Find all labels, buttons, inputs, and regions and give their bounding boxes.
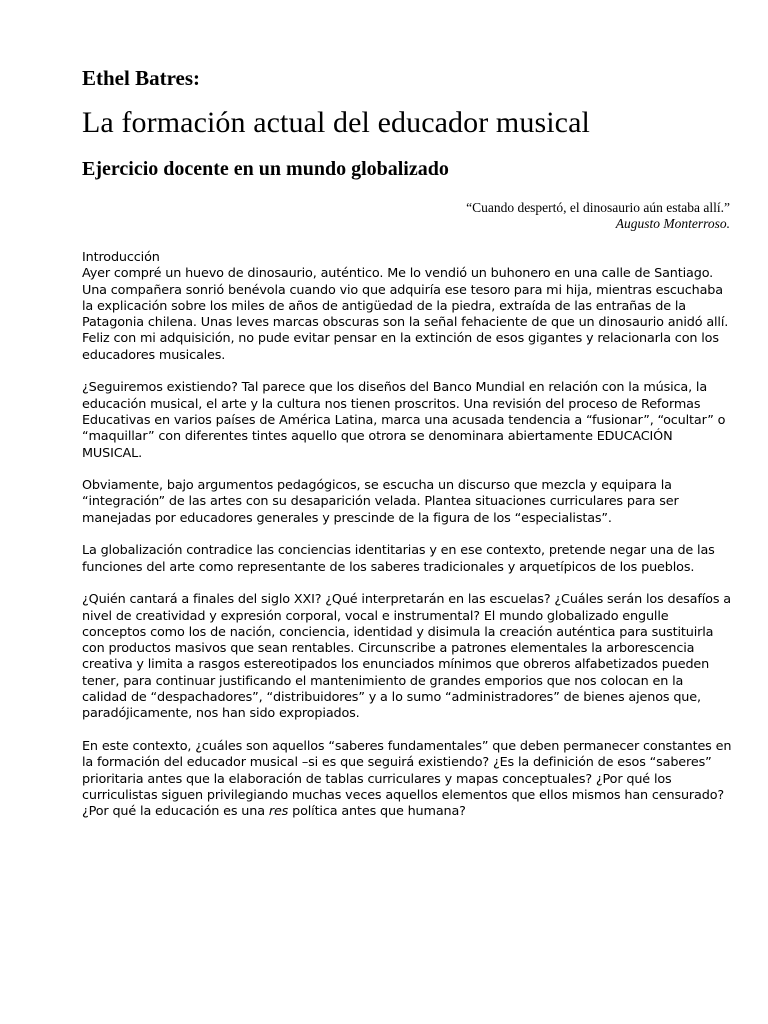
paragraph-6-text-b: política antes que humana? — [288, 804, 466, 820]
paragraph-6-italic-word: res — [268, 804, 289, 820]
document-subtitle: Ejercicio docente en un mundo globalizado — [82, 158, 449, 180]
section-heading: Introducción — [82, 250, 160, 265]
epigraph-quote: “Cuando despertó, el dinosaurio aún estaba allí.” — [466, 200, 730, 215]
paragraph-1: Ayer compré un huevo de dinosaurio, auténtico. Me lo vendió un buhonero en una calle de Santiago. Una compañera sonrió benévola cuando vio que adquiría ese tesoro para mi hija, mientras escuchaba la explicación sobre los miles de años de antigüedad de la piedra, extraída de las entrañas de la Patagonia chilena. Unas leves marcas obscuras son la señal fehaciente de que un dinosaurio anidó allí. Feliz con mi adquisición, no pude evitar pensar en la extinción de esos gigantes y relacionarla con los educadores musicales. — [82, 266, 729, 363]
document-body — [82, 250, 732, 837]
epigraph-attribution: Augusto Monterroso. — [615, 216, 730, 231]
document-title: La formación actual del educador musical — [82, 106, 590, 139]
paragraph-3: Obviamente, bajo argumentos pedagógicos, se escucha un discurso que mezcla y equipara la “integración” de las artes con su desaparición velada. Plantea situaciones curriculares para ser manejadas por educadores generales y prescinde de la figura de los “especialistas”. — [82, 478, 679, 526]
paragraph-4: La globalización contradice las conciencias identitarias y en ese contexto, pretende negar una de las funciones del arte como representante de los saberes tradicionales y arquetípicos de los pueblos. — [82, 543, 715, 575]
paragraph-6-text-a: En este contexto, ¿cuáles son aquellos “saberes fundamentales” que deben permanecer constantes en la formación del educador musical –si es que seguirá existiendo? ¿Es la definición de esos “saberes” prioritaria antes que la elaboración de tablas curriculares y mapas conceptuales? ¿Por qué los curriculistas siguen privilegiando muchas veces aquellos elementos que ellos mismos han censurado? ¿Por qué la educación es una — [82, 738, 732, 820]
author-name: Ethel Batres: — [82, 66, 201, 90]
paragraph-6 — [82, 739, 732, 820]
paragraph-2: ¿Seguiremos existiendo? Tal parece que los diseños del Banco Mundial en relación con la música, la educación musical, el arte y la cultura nos tienen proscritos. Una revisión del proceso de Reformas Educativas en varios países de América Latina, marca una acusada tendencia a “fusionar”, “ocultar” o “maquillar” con diferentes tintes aquello que otrora se denominara abiertamente EDUCACIÓN MUSICAL. — [82, 380, 726, 461]
paragraph-5: ¿Quién cantará a finales del siglo XXI? ¿Qué interpretarán en las escuelas? ¿Cuáles serán los desafíos a nivel de creatividad y expresión corporal, vocal e instrumental? El mundo globalizado engulle conceptos como los de nación, conciencia, identidad y disimula la creación auténtica para sustituirla con productos masivos que sean rentables. Circunscribe a patrones elementales la arborescencia creativa y limita a rasgos estereotipados los enunciados mínimos que obreros alfabetizados pueden tener, para continuar justificando el mantenimiento de grandes emporios que nos colocan en la calidad de “despachadores”, “distribuidores” y a lo sumo “administradores” de bienes ajenos que, paradójicamente, nos han sido expropiados. — [82, 592, 731, 722]
epigraph — [466, 200, 730, 232]
